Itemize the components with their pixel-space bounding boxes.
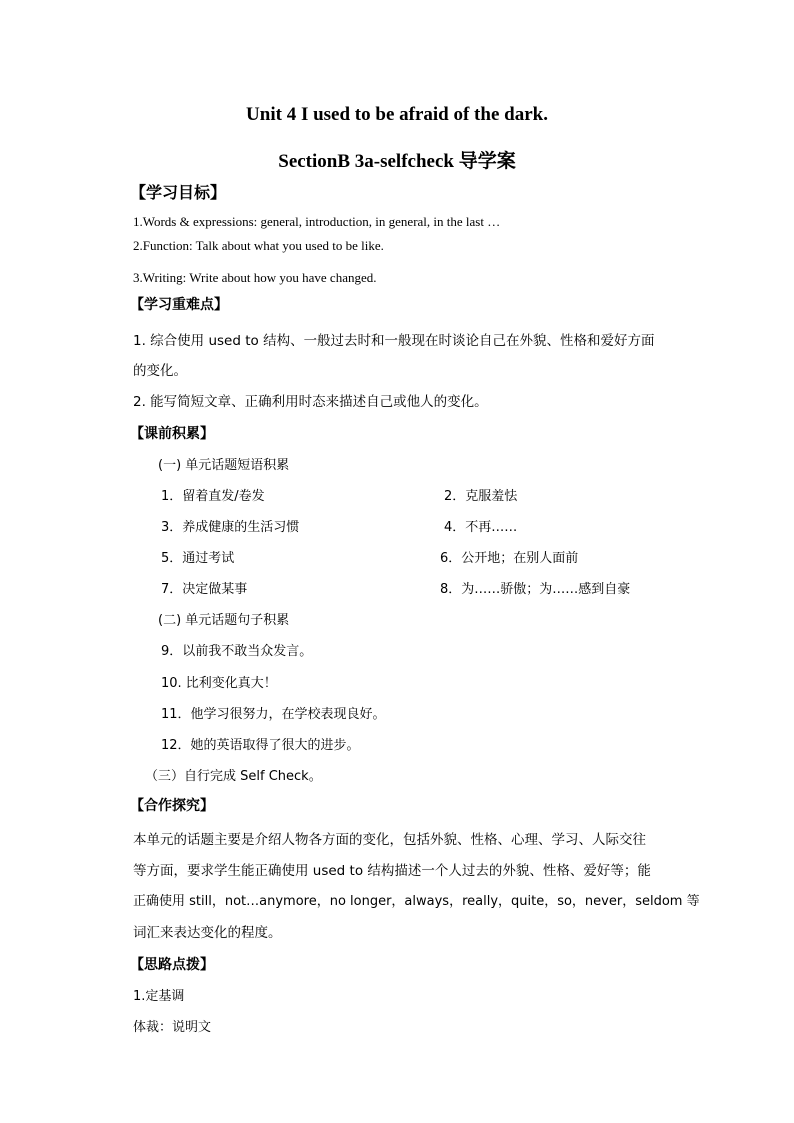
objective-item: 1.Words & expressions: general, introduction, in general, in the last … <box>133 214 501 229</box>
key-points-heading: 【学习重难点】 <box>130 297 228 313</box>
cooperation-text: 本单元的话题主要是介绍人物各方面的变化，包括外貌、性格、心理、学习、人际交往 <box>133 832 646 848</box>
section-title: SectionB 3a-selfcheck 导学案 <box>278 151 516 172</box>
key-point-text: 2. 能写简短文章、正确利用时态来描述自己或他人的变化。 <box>133 394 488 410</box>
sentence-item: 12．她的英语取得了很大的进步。 <box>161 738 360 753</box>
ideas-heading: 【思路点拨】 <box>130 957 214 973</box>
preview-heading: 【课前积累】 <box>130 426 214 442</box>
phrase-item: 8．为……骄傲；为……感到自豪 <box>440 582 631 597</box>
key-point-text: 的变化。 <box>133 363 187 379</box>
key-point-text: 1. 综合使用 used to 结构、一般过去时和一般现在时谈论自己在外貌、性格和爱好方面 <box>133 333 655 349</box>
objective-item: 2.Function: Talk about what you used to be like. <box>133 238 384 253</box>
cooperation-heading: 【合作探究】 <box>130 798 214 814</box>
phrase-item: 5．通过考试 <box>161 551 235 566</box>
sentence-item: 11．他学习很努力，在学校表现良好。 <box>161 707 386 722</box>
phrase-item: 2．克服羞怯 <box>444 489 518 504</box>
ideas-item: 1.定基调 <box>133 989 185 1004</box>
sentence-item: 9．以前我不敢当众发言。 <box>161 644 313 659</box>
unit-title: Unit 4 I used to be afraid of the dark. <box>246 104 548 125</box>
phrase-item: 4．不再…… <box>444 520 518 535</box>
cooperation-text: 等方面，要求学生能正确使用 used to 结构描述一个人过去的外貌、性格、爱好等；能 <box>133 863 651 879</box>
cooperation-text: 词汇来表达变化的程度。 <box>133 925 282 941</box>
objectives-heading: 【学习目标】 <box>130 183 227 202</box>
genre-text: 体裁：说明文 <box>133 1020 212 1035</box>
preview-subheading: （三）自行完成 Self Check。 <box>145 769 322 784</box>
phrase-item: 1．留着直发/卷发 <box>161 489 265 504</box>
sentence-item: 10. 比利变化真大！ <box>161 676 277 691</box>
objective-item: 3.Writing: Write about how you have changed. <box>133 270 377 285</box>
phrase-item: 7．决定做某事 <box>161 582 248 597</box>
preview-subheading: (二) 单元话题句子积累 <box>158 613 290 628</box>
phrase-item: 3．养成健康的生活习惯 <box>161 520 300 535</box>
cooperation-text: 正确使用 still，not…anymore，no longer，always，really，quite，so，never，seldom 等 <box>133 894 700 909</box>
preview-subheading: (一) 单元话题短语积累 <box>158 458 290 473</box>
phrase-item: 6．公开地；在别人面前 <box>440 551 579 566</box>
